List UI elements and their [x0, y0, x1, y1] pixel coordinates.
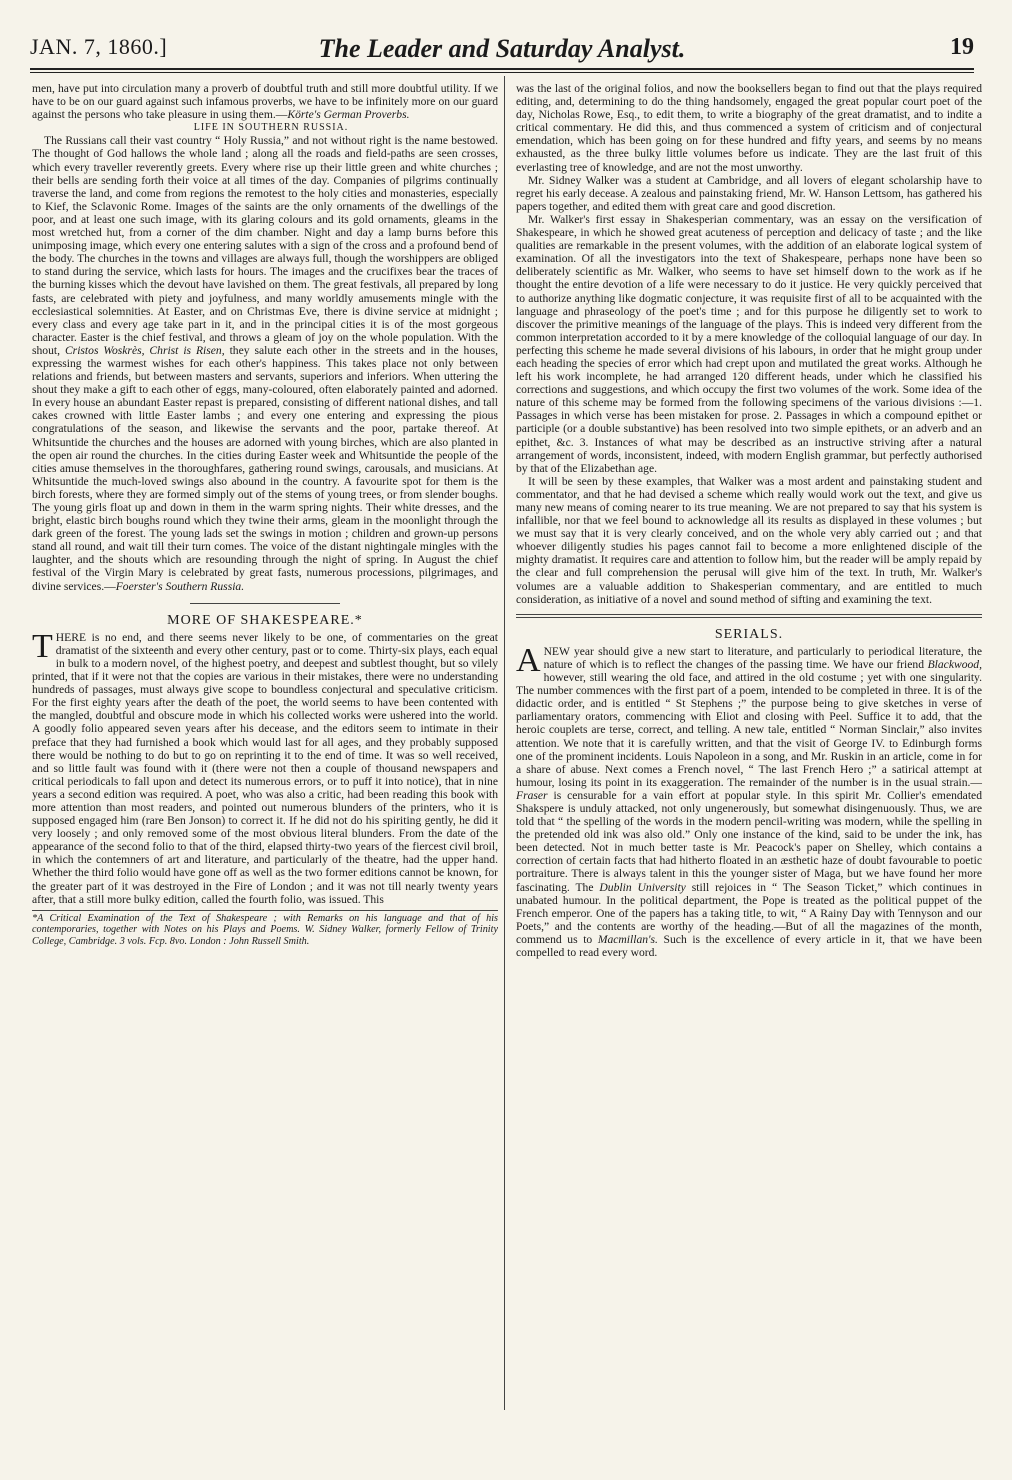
footnote: *A Critical Examination of the Text of Shakespeare ; with Remarks on his language and that of his contemporaries, together with Notes on his Plays and Poems. W. Sidney Walker, formerly Fellow of Trinity College, Cambridge. 3 vols. Fcp. 8vo. London : John Russell Smith. [32, 910, 498, 947]
section-title-serials: SERIALS. [714, 626, 784, 642]
header-rule-thin [30, 72, 974, 73]
header-rule [30, 68, 974, 70]
page-header [30, 34, 974, 64]
paragraph-folios: was the last of the original folios, and now the booksellers began to find out that the plays required editing, and, determining to do the thing handsomely, engaged the great popular court poet of the day, Nicholas Rowe, Esq., to edit them, to write a biography of the great dramatist, and to indite a critical commentary. He did this, and thus commenced a system of criticism and of conjectural emendation, which has been going on for these hundred and fifty years, and seems by no means exhausted, as the three bulky little volumes before us indicate. They are the last fruit of this everlasting tree of knowledge, and are not the most unworthy. [516, 82, 982, 174]
paragraph-russia: The Russians call their vast country “ Holy Russia,” and not without right is the name bestowed. The thought of God hallows the whole land ; along all the roads and field-paths are seen crosses, which every traveller reverently greets. Every where rise up their little green and white churches ; their bells are sending forth their voice at all times of the day. Companies of pilgrims continually traverse the land, and come from regions the remotest to the holy cities and monasteries, especially to Kief, the Sclavonic Rome. Images of the saints are the only ornaments of the dwellings of the poor, and at least one such image, with its glaring colours and its gold ornaments, gleams in the most wretched hut, from a corner of the dim chamber. Night and day a lamp burns before this unimposing image, which every one entering salutes with a sign of the cross and a profound bend of the body. The churches in the towns and villages are always full, though the worshippers are obliged to stand during the service, which lasts for hours. The images and the crucifixes bear the traces of the burning kisses which the devout have lavished on them. The great festivals, all prepared by long fasts, are celebrated with piety and joyfulness, and many worldly amusements mingle with the ecclesiastical solemnities. At Easter, and on Christmas Eve, there is divine service at midnight ; every class and every age take part in it, and in the principal cities it is of the most gorgeous character. Easter is the chief festival, and throws a gleam of joy on the whole population. With the shout, Cristos Woskrès, Christ is Risen, they salute each other in the streets and in the houses, expressing the warmest wishes for each other's happiness. This takes place not only between relations and friends, but between masters and servants, superiors and inferiors. When uttering the shout they make a gift to each other of eggs, many-coloured, often elaborately painted and adorned. In every house an abundant Easter repast is prepared, consisting of different national dishes, and tall cakes crowned with little Easter lambs ; and every one entering and expressing the pious congratulations of the season, and likewise the servants and the poor, partake thereof. At Whitsuntide the churches and the houses are adorned with young birches, which are also planted in the open air round the churches. In the cities during Easter week and Whitsuntide the people of the cities amuse themselves in the thoroughfares, gathering round swings, carousals, and musicians. At Whitsuntide the much-loved swings also abound in the country. A favourite spot for them is the birch forests, where they are formed simply out of the stems of young trees, or from slender boughs. The young girls float up and down in them in the warm spring nights. Their white dresses, and the bright, elastic birch boughs round which they twine their arms, gleam in the moonlight through the dark green of the forest. The young lads set the swings in motion ; children and grown-up persons stand all round, and wait till their turn comes. The voice of the distant nightingale mingles with the laughter, and the shouts which are resounding through the night of spring. In August the chief festival of the Virgin Mary is celebrated by great fasts, numerous processions, pilgrimages, and divine services.—Foerster's Southern Russia. [32, 134, 498, 593]
column-divider [504, 76, 505, 1410]
left-column [32, 82, 498, 947]
subheading-life-in-southern-russia: LIFE IN SOUTHERN RUSSIA. [193, 122, 349, 134]
drop-cap: A [516, 641, 541, 679]
right-column [516, 82, 982, 959]
section-divider [190, 603, 340, 604]
paragraph-walker-assessment: It will be seen by these examples, that Walker was a most ardent and painstaking student and commentator, and that he had devised a scheme which really would work out the text, and give us many new means of coming nearer to its true meaning. We are not prepared to say that his system is infallible, nor that we feel bound to acknowledge all its results as displayed in these volumes ; but we must say that it is very clearly conceived, and on the whole very ably carried out ; and that whoever diligently studies his pages cannot fail to become a more enlightened disciple of the mighty dramatist. It requires care and attention to follow him, but the reader will be amply repaid by the clear and full comprehension the perusal will give him of the text. In truth, Mr. Walker's volumes are a valuable addition to Shakesperian commentary, and are entitled to much consideration, as initiative of a novel and sound method of sifting and examining the text. [516, 474, 982, 606]
paragraph-walker-method: Mr. Walker's first essay in Shakesperian commentary, was an essay on the versification of Shakespeare, in which he showed great acuteness of perception and delicacy of taste ; and the like qualities are remarkable in the present volumes, with the addition of an elaborate logical system of examination. Of all the investigators into the text of Shakespeare, perhaps none have been so deliberately scientific as Mr. Walker, who seems to have set himself down to the work as if he thought the entire devotion of a life were necessary to do it justice. He very quickly perceived that to authorize anything like dogmatic conjecture, it was requisite first of all to be acquainted with the language and phraseology of the poet's time ; and for this purpose he diligently set to work to discover the primitive meanings of the language of the plays. This is indeed very different from the common interpretation accorded to it by a mere knowledge of the colloquial language of our day. In perfecting this scheme he made several divisions of his labours, in order that he might group under each heading the species of error which had crept upon and mutilated the great works. Although he left his work incomplete, he had arranged 120 different heads, under which he classified his corrections and suggestions, and which occupy the first two volumes of the work. Some idea of the nature of this scheme may be formed from the following specimens of the various divisions :—1. Passages in which verse has been mistaken for prose. 2. Passages in which a compound epithet or participle (or a double substantive) has been resolved into two simple epithets, or an adverb and an epithet, &c. 3. Instances of what may be described as an instructive striving after a natural arrangement of words, inconsistent, indeed, with modern English grammar, but perfectly authorised by that of the Elizabethan age. [516, 212, 982, 475]
issue-date: JAN. 7, 1860.] [30, 34, 168, 59]
paragraph-walker-intro: Mr. Sidney Walker was a student at Cambridge, and all lovers of elegant scholarship have to regret his early decease. A zealous and painstaking friend, Mr. W. Hanson Lettsom, has gathered his papers together, and edited them with great care and good discretion. [516, 173, 982, 213]
drop-cap: T [32, 627, 53, 665]
section-divider-double [516, 614, 982, 618]
page-number: 19 [950, 34, 974, 60]
section-title-more-of-shakespeare: MORE OF SHAKESPEARE.* [167, 612, 363, 628]
publication-title: The Leader and Saturday Analyst. [318, 34, 686, 63]
paragraph-shakespeare: THERE is no end, and there seems never likely to be one, of commentaries on the great dramatist of the sixteenth and every other century, past or to come. Thirty-six plays, each equal in bulk to a modern novel, of the highest poetry, and deepest and subtlest thought, but so vilely printed, that if it were not that the copies are various in their mistakes, there were no understanding hundreds of passages, must always give scope to boundless conjectural and speculative criticism. For the first eighty years after the death of the poet, the world seems to have been contented with the mangled, doubtful and obscure mode in which his collected works were ushered into the world. A goodly folio appeared seven years after his decease, and the editors seem to intimate in their preface that they had furnished a book which would last for all ages, and they probably supposed there would be nothing to do but to go on reprinting it to the end of time. It was so well received, and so little fault was found with it (there were not then a couple of thousand newspapers and critical periodicals to fall upon and detect its numerous errors, or to puff it into notice), that in nine years a second edition was required. A poet, who was also a critic, had been reading this book with more attention than most readers, and pointed out numerous blunders of the printers, who it is supposed engaged him (rare Ben Jonson) to correct it. If he did not do his spiriting gently, he did it very loosely ; and only removed some of the most obvious literal blunders. From the date of the appearance of the second folio to that of the third, elapsed thirty-two years of the fiercest civil broil, in which the contemners of art and literature, and particularly of the theatre, had the upper hand. Whether the third folio would have gone off as well as the two former editions cannot be known, for the greater part of it was destroyed in the Fire of London ; and it was not till nearly twenty years after, that a still more bulky edition, called the fourth folio, was issued. This [32, 627, 498, 906]
paragraph-proverbs: men, have put into circulation many a proverb of doubtful truth and still more doubtful utility. If we have to be on our guard against such infamous proverbs, we have to be infinitely more on our guard against the persons who take pleasure in using them.—Körte's German Proverbs. [32, 82, 498, 122]
paragraph-serials: ANEW year should give a new start to literature, and particularly to periodical literature, the nature of which is to reflect the changes of the passing time. We have our friend Blackwood, however, still wearing the old face, and attired in the old costume ; yet with one singularity. The number commences with the first part of a poem, intended to be completed in three. It is of the didactic order, and is entitled “ St Stephens ;” the purpose being to give sketches in verse of parliamentary orators, commencing with Eliot and closing with Peel. Suffice it to add, that the heroic couplets are terse, correct, and telling. A new tale, entitled “ Norman Sinclair,” also invites attention. We note that it is carefully written, and that the visit of George IV. to Edinburgh forms one of the prominent incidents. Louis Napoleon in a song, and Mr. Ruskin in an article, come in for a share of abuse. Next comes a French novel, “ The last French Hero ;” a satirical attempt at humour, losing its point in its exaggeration. The remainder of the number is in the usual strain.—Fraser is censurable for a vain effort at popular style. In this spirit Mr. Collier's emendated Shakspere is unduly attacked, not only ungenerously, but somewhat disingenuously. Thus, we are told that “ the spelling of the words in the modern pencil-writing was modern, while the spelling in the pretended old ink was also old.” Only one instance of the kind, said to be under the ink, has been detected. Not in much better taste is Mr. Peacock's paper on Shelley, which contains a correction of certain facts that had hitherto floated in an æsthetic haze of doubt favourable to poetic portraiture. There is always talent in this the younger sister of Maga, but we have found her more fascinating. The Dublin University still rejoices in “ The Season Ticket,” which continues in unabated humour. In the political department, the Pope is treated as the political puppet of the French emperor. One of the papers has a taking title, to wit, “ A Rainy Day with Tennyson and our Poets,” and the contents are worthy of the heading.—But of all the magazines of the month, commend us to Macmillan's. Such is the excellence of every article in it, that we have been compelled to read every word. [516, 641, 983, 959]
